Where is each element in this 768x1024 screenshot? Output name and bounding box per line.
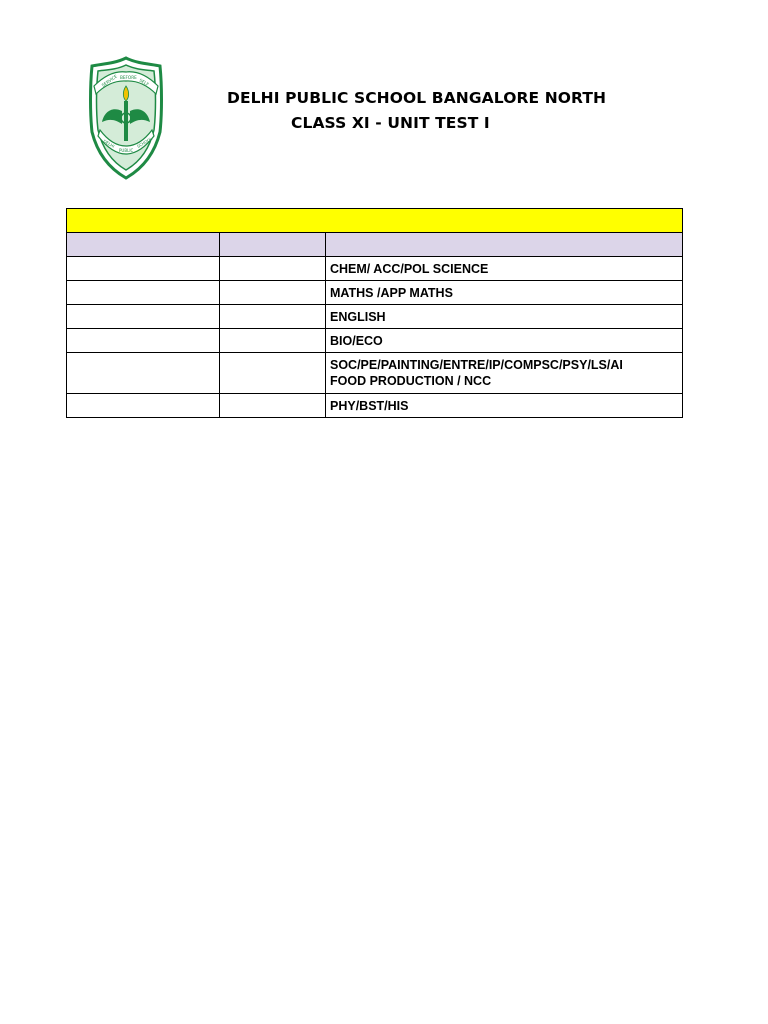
date-cell [67, 257, 220, 281]
date-cell [67, 353, 220, 394]
motto-word-right: SELF [138, 77, 150, 87]
date-cell [67, 329, 220, 353]
table-row [67, 257, 683, 281]
band-word-center: PUBLIC [119, 148, 134, 153]
subject-cell: SOC/PE/PAINTING/ENTRE/IP/COMPSC/PSY/LS/AI FOOD PRODUCTION / NCC [326, 353, 683, 394]
day-cell [220, 305, 326, 329]
subject-cell: ENGLISH [326, 305, 683, 329]
table-row [67, 394, 683, 418]
table-header-row [67, 233, 683, 257]
table-row [67, 281, 683, 305]
subject-cell: CHEM/ ACC/POL SCIENCE [326, 257, 683, 281]
table-row [67, 305, 683, 329]
header-cell-3 [326, 233, 683, 257]
date-cell [67, 394, 220, 418]
school-crest-icon [86, 56, 166, 180]
header-cell-1 [67, 233, 220, 257]
subject-cell: MATHS /APP MATHS [326, 281, 683, 305]
school-name: DELHI PUBLIC SCHOOL BANGALORE NORTH [227, 89, 607, 107]
table-row [67, 329, 683, 353]
torch-handle [124, 101, 128, 141]
date-cell [67, 281, 220, 305]
date-cell [67, 305, 220, 329]
table-title-row [67, 209, 683, 233]
day-cell [220, 329, 326, 353]
header-cell-2 [220, 233, 326, 257]
day-cell [220, 281, 326, 305]
subject-cell: PHY/BST/HIS [326, 394, 683, 418]
table-row [67, 353, 683, 394]
exam-title: CLASS XI - UNIT TEST I [291, 114, 490, 132]
band-word-right: SCHOOL [136, 136, 154, 149]
band-word-left: DELHI [102, 138, 116, 149]
motto-word-left: SERVICE [100, 73, 119, 88]
subject-cell: BIO/ECO [326, 329, 683, 353]
day-cell [220, 394, 326, 418]
exam-schedule-table [66, 208, 683, 418]
day-cell [220, 353, 326, 394]
motto-word-center: BEFORE [120, 75, 137, 80]
table-title-cell [67, 209, 683, 233]
day-cell [220, 257, 326, 281]
